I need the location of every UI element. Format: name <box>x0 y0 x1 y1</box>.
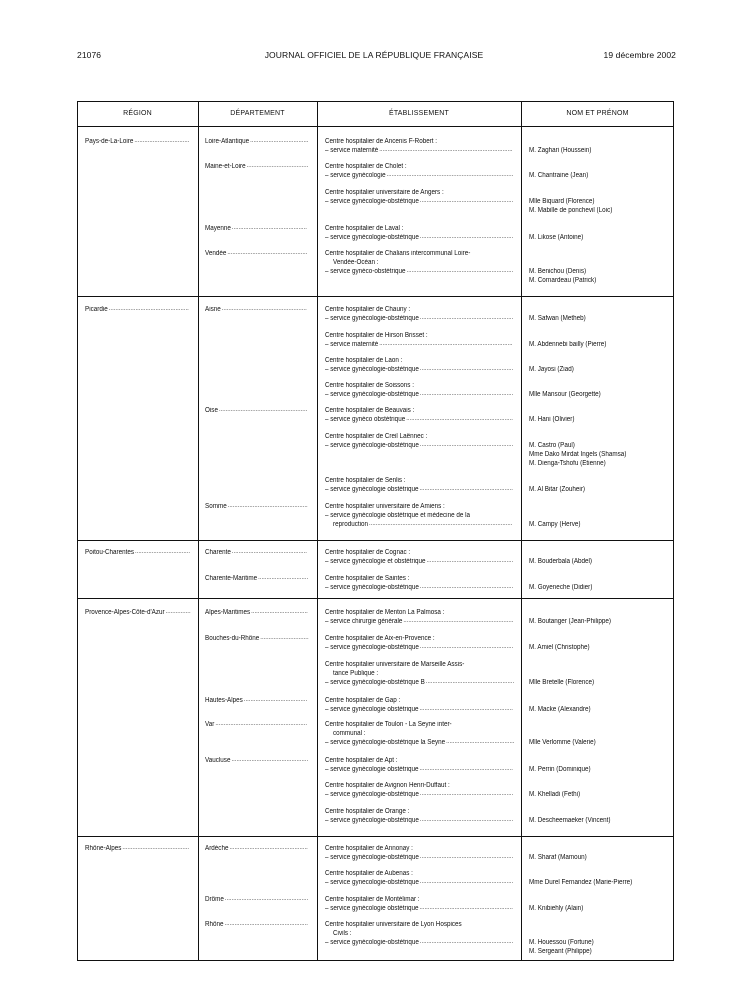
departement-cell: Somme <box>205 503 227 510</box>
leader-dots: ................................................... <box>221 306 307 312</box>
service-line: – service gynécologie obstétrique <box>325 486 419 493</box>
etablissement-line: Centre hospitalier de Saintes : <box>325 575 410 582</box>
departement-cell: Charente <box>205 549 231 556</box>
nom-prenom-cell: M. Sharaf (Mamoun) <box>529 854 587 861</box>
leader-dots: ................................................................ <box>406 268 514 274</box>
etablissement-line: Centre hospitalier de Beauvais : <box>325 407 415 414</box>
etablissement-line: Centre hospitalier de Hirson Brisset : <box>325 332 428 339</box>
region-cell: Picardie <box>85 306 108 313</box>
leader-dots: ............................................... <box>229 845 308 851</box>
departement-cell: Aisne <box>205 306 221 313</box>
leader-dots: ........................................................ <box>419 766 513 772</box>
header-separator <box>77 126 674 127</box>
nom-prenom-cell: M. Mabille de ponchevil (Loic) <box>529 207 613 214</box>
column-divider <box>317 101 318 961</box>
leader-dots: .............................................. <box>231 757 309 763</box>
leader-dots: ........................................................ <box>419 817 514 823</box>
service-line: – service gynécologie-obstétrique <box>325 315 419 322</box>
column-divider <box>521 101 522 961</box>
service-line: – service gynéco-obstétrique <box>325 268 406 275</box>
leader-dots: ........................................................ <box>419 486 513 492</box>
leader-dots: ................................................ <box>227 250 308 256</box>
issue-date: 19 décembre 2002 <box>603 50 676 60</box>
departement-cell: Hautes-Alpes <box>205 697 243 704</box>
etablissement-line: Centre hospitalier de Apt : <box>325 757 398 764</box>
region-separator <box>77 540 674 541</box>
leader-dots: ........................................................ <box>419 905 513 911</box>
etablissement-line: Centre hospitalier universitaire de Amiens : <box>325 503 445 510</box>
nom-prenom-cell: Mlle Bretelle (Florence) <box>529 679 595 686</box>
service-line: – service gynécologie-obstétrique <box>325 939 419 946</box>
column-divider <box>198 101 199 961</box>
leader-dots: ....................................................... <box>215 721 308 727</box>
leader-dots: .............................. <box>258 575 309 581</box>
leader-dots: ......................................... <box>446 739 515 745</box>
service-line: – service gynécologie-obstétrique <box>325 644 419 651</box>
leader-dots: ................................... <box>250 138 309 144</box>
service-line: – service gynécologie-obstétrique <box>325 817 419 824</box>
departement-cell: Vaucluse <box>205 757 231 764</box>
etablissement-line: Centre hospitalier de Chauny : <box>325 306 411 313</box>
etablissement-line: Centre hospitalier de Creil Laënnec : <box>325 433 428 440</box>
etablissement-line: Centre hospitalier de Menton La Palmosa : <box>325 609 445 616</box>
service-line: – service gynécologie et obstétrique <box>325 558 426 565</box>
etablissement-line: Centre hospitalier de Ancenis F-Robert : <box>325 138 438 145</box>
service-line: – service gynécologie-obstétrique B <box>325 679 425 686</box>
region-cell: Poitou-Charentes <box>85 549 135 556</box>
leader-dots: ............................................. <box>231 225 307 231</box>
column-header-region: RÉGION <box>123 110 152 117</box>
nom-prenom-cell: M. Castro (Paul) <box>529 442 575 449</box>
nom-prenom-cell: M. Boutanger (Jean-Philippe) <box>529 618 611 625</box>
service-line: – service gynecologie-obstétrique <box>325 879 419 886</box>
leader-dots: ...................................... <box>243 697 308 703</box>
leader-dots: ........................................................ <box>419 391 514 397</box>
leader-dots: .................................................... <box>426 558 514 564</box>
leader-dots: ........................................................ <box>419 584 514 590</box>
service-line: – service gynécologie-obstétrique la Seyne <box>325 739 446 746</box>
etablissement-line: Centre hospitalier de Aubenas : <box>325 870 413 877</box>
etablissement-line: Centre hospitalier universitaire de Angers : <box>325 189 444 196</box>
nom-prenom-cell: Mme Durel Fernandez (Marie-Pierre) <box>529 879 633 886</box>
nom-prenom-cell: M. Houessou (Fortune) <box>529 939 594 946</box>
departement-cell: Alpes-Maritimes <box>205 609 251 616</box>
service-line: – service gynécologie <box>325 172 386 179</box>
etablissement-line: Centre hospitalier de Annonay : <box>325 845 413 852</box>
nom-prenom-cell: M. Goyeneche (Didier) <box>529 584 593 591</box>
departement-cell: Vendée <box>205 250 227 257</box>
leader-dots: ............................. <box>260 635 309 641</box>
nom-prenom-cell: Mlle Verlomme (Valerie) <box>529 739 596 746</box>
nom-prenom-cell: M. Macke (Alexandre) <box>529 706 591 713</box>
region-separator <box>77 598 674 599</box>
nom-prenom-cell: M. Hani (Olivier) <box>529 416 575 423</box>
region-separator <box>77 836 674 837</box>
departement-cell: Var <box>205 721 215 728</box>
region-cell: Provence-Alpes-Côte-d'Azur <box>85 609 165 616</box>
departement-cell: Ardèche <box>205 845 229 852</box>
leader-dots: ........................................................ <box>419 879 514 885</box>
leader-dots: .................................................................. <box>403 618 514 624</box>
service-line: – service gynécologie obstétrique <box>325 905 419 912</box>
leader-dots: ........................................................ <box>419 442 514 448</box>
leader-dots: .................................. <box>251 609 308 615</box>
nom-prenom-cell: M. Abdennebi bailly (Pierre) <box>529 341 607 348</box>
service-line: – service gynécologie obstétrique et médecine de la <box>325 512 470 519</box>
etablissement-line: Vendée-Océan : <box>333 259 379 266</box>
column-header-nom: NOM ET PRÉNOM <box>566 110 629 117</box>
column-header-etablissement: ÉTABLISSEMENT <box>388 110 450 117</box>
etablissement-line: Centre hospitalier de Chalians intercommunal Loire- <box>325 250 471 257</box>
service-line: – service gynécologie-obstétrique <box>325 234 419 241</box>
service-line: – service gynéco obstétrique <box>325 416 406 423</box>
nom-prenom-cell: M. Bouderbala (Abdel) <box>529 558 593 565</box>
leader-dots: ........................................................ <box>419 706 513 712</box>
service-line: – service maternité <box>325 341 379 348</box>
service-line: – service maternité <box>325 147 379 154</box>
leader-dots: ................................. <box>135 549 191 555</box>
service-line: – service gynécologie-obstétrique <box>325 854 419 861</box>
departement-cell: Oise <box>205 407 218 414</box>
etablissement-line: Centre hospitalier de Cholet : <box>325 163 407 170</box>
nom-prenom-cell: M. Jayosi (Ziad) <box>529 366 574 373</box>
departement-cell: Rhône <box>205 921 224 928</box>
nom-prenom-cell: M. Knibiehly (Alain) <box>529 905 584 912</box>
nom-prenom-cell: M. Perrin (Dominique) <box>529 766 591 773</box>
leader-dots: ........................................................ <box>419 366 514 372</box>
departement-cell: Bouches-du-Rhône <box>205 635 260 642</box>
column-header-departement: DÉPARTEMENT <box>230 110 285 117</box>
departement-cell: Mayenne <box>205 225 231 232</box>
leader-dots: ........................................ <box>122 845 190 851</box>
nom-prenom-cell: M. Dienga-Tshofu (Etienne) <box>529 460 606 467</box>
nom-prenom-cell: M. Cornardeau (Patrick) <box>529 277 597 284</box>
etablissement-line: Centre hospitalier de Toulon - La Seyne inter- <box>325 721 452 728</box>
leader-dots: ........................................................ <box>419 198 514 204</box>
nom-prenom-cell: Mme Dako Mirdat Ingels (Shamsa) <box>529 451 627 458</box>
region-cell: Pays-de-La-Loire <box>85 138 134 145</box>
leader-dots: ............................................................................ <box>386 172 514 178</box>
service-line: – service gynécologie-obstétrique <box>325 791 419 798</box>
etablissement-line: Centre hospitalier de Cognac : <box>325 549 411 556</box>
service-line: – service gynécologie-obstétrique <box>325 391 419 398</box>
etablissement-line: Centre hospitalier de Gap : <box>325 697 401 704</box>
nom-prenom-cell: M. Sergeant (Philippe) <box>529 948 592 955</box>
leader-dots: ........................................................ <box>419 644 514 650</box>
region-cell: Rhône-Alpes <box>85 845 122 852</box>
leader-dots: ........................................................ <box>419 234 514 240</box>
leader-dots: ........................................................ <box>419 315 514 321</box>
nom-prenom-cell: M. Benichou (Denis) <box>529 268 587 275</box>
etablissement-line: Centre hospitalier universitaire de Lyon Hospices <box>325 921 462 928</box>
service-line: – service gynécologie-obstétrique <box>325 366 419 373</box>
etablissement-line: Centre hospitalier de Avignon Henri-Duffaut : <box>325 782 450 789</box>
leader-dots: .................................................. <box>224 921 308 927</box>
etablissement-line: communal : <box>333 730 366 737</box>
etablissement-line: Centre hospitalier de Soissons : <box>325 382 414 389</box>
leader-dots: ................................................................................ <box>379 147 513 153</box>
leader-dots: ...................................................................................... <box>369 521 513 527</box>
leader-dots: ............................................. <box>231 549 307 555</box>
etablissement-line: Centre hospitalier de Orange : <box>325 808 410 815</box>
service-line: reproduction <box>333 521 369 528</box>
nom-prenom-cell: M. Descheemaeker (Vincent) <box>529 817 611 824</box>
etablissement-line: Centre hospitalier universitaire de Marseille Assis- <box>325 661 465 668</box>
leader-dots: ................................................................................ <box>379 341 513 347</box>
service-line: – service gynécologie obstétrique <box>325 766 419 773</box>
leader-dots: ..................................... <box>246 163 309 169</box>
leader-dots: ................................................................ <box>406 416 513 422</box>
etablissement-line: Centre hospitalier de Senlis : <box>325 477 406 484</box>
nom-prenom-cell: M. Campy (Herve) <box>529 521 581 528</box>
departement-cell: Charente-Maritime <box>205 575 258 582</box>
leader-dots: ........................................................ <box>419 939 514 945</box>
etablissement-line: Centre hospitalier de Montélimar : <box>325 896 420 903</box>
etablissement-line: Centre hospitalier de Laval : <box>325 225 404 232</box>
service-line: – service gynécologie obstétrique <box>325 706 419 713</box>
leader-dots: ........................................................ <box>419 854 514 860</box>
leader-dots: ................................................ <box>108 306 189 312</box>
leader-dots: ............... <box>165 609 191 615</box>
nom-prenom-cell: M. Khelladi (Fethi) <box>529 791 581 798</box>
departement-cell: Maine-et-Loire <box>205 163 246 170</box>
page-number: 21076 <box>77 50 102 60</box>
leader-dots: ................................................ <box>227 503 308 509</box>
leader-dots: ................................. <box>134 138 190 144</box>
service-line: – service gynécologie-obstétrique <box>325 584 419 591</box>
nom-prenom-cell: M. Chantraine (Jean) <box>529 172 589 179</box>
nom-prenom-cell: M. Al Bitar (Zouheir) <box>529 486 586 493</box>
leader-dots: ..................................................... <box>425 679 515 685</box>
etablissement-line: tance Publique : <box>333 670 379 677</box>
departement-cell: Loire-Atlantique <box>205 138 250 145</box>
leader-dots: .................................................. <box>224 896 309 902</box>
etablissement-line: Centre hospitalier de Laon : <box>325 357 403 364</box>
service-line: – service gynécologie-obstétrique <box>325 442 419 449</box>
etablissement-line: Civils : <box>333 930 352 937</box>
nom-prenom-cell: Mlle Mansour (Georgette) <box>529 391 601 398</box>
service-line: – service gynécologie-obstétrique <box>325 198 419 205</box>
leader-dots: ..................................................... <box>218 407 308 413</box>
nom-prenom-cell: Mlle Biquard (Florence) <box>529 198 595 205</box>
service-line: – service chirurgie générale <box>325 618 403 625</box>
journal-title: JOURNAL OFFICIEL DE LA RÉPUBLIQUE FRANÇAISE <box>264 50 484 60</box>
nom-prenom-cell: M. Safwan (Metheb) <box>529 315 586 322</box>
departement-cell: Drôme <box>205 896 224 903</box>
etablissement-line: Centre hospitalier de Aix-en-Provence : <box>325 635 435 642</box>
nom-prenom-cell: M. Likose (Antoine) <box>529 234 584 241</box>
leader-dots: ........................................................ <box>419 791 514 797</box>
nom-prenom-cell: M. Zaghari (Houssein) <box>529 147 592 154</box>
nom-prenom-cell: M. Amiel (Christophe) <box>529 644 590 651</box>
region-separator <box>77 296 674 297</box>
